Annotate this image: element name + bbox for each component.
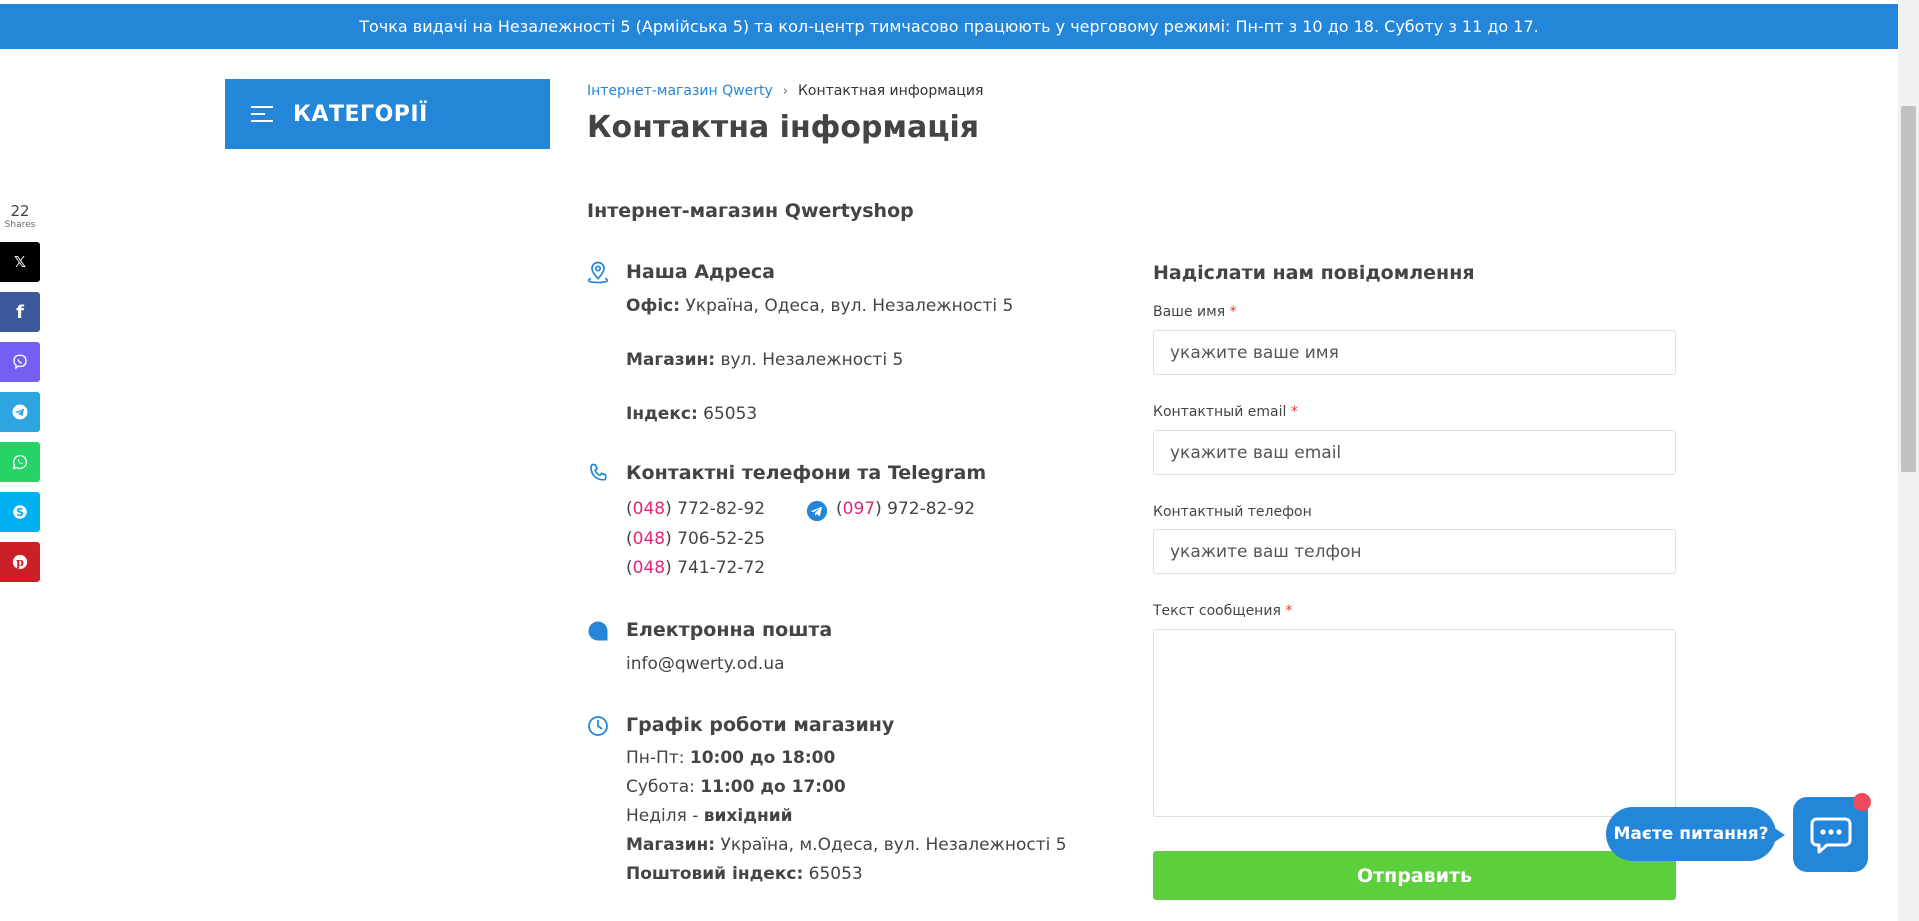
address-title: Наша Адреса [626,261,775,283]
phone-link-1[interactable]: (048) 772-82-92 [626,499,766,519]
breadcrumb-current: Контактная информация [797,83,984,99]
breadcrumb [587,83,983,99]
postal-value: 65053 [803,864,863,884]
categories-label: КАТЕГОРІЇ [293,101,428,127]
message-label: Текст сообщения * [1153,603,1293,619]
office-label: Офіс: [626,296,681,316]
office-value: Україна, Одеса, вул. Незалежності 5 [680,296,1014,316]
phones-title: Контактні телефони та Telegram [626,462,987,484]
store-name: Інтернет-магазин Qwertyshop [587,200,914,222]
schedule-shop-address [626,835,1067,855]
schedule-title: Графік роботи магазину [626,714,895,736]
whatsapp-icon [11,453,29,471]
schedule-weekdays [626,748,835,768]
share-pinterest-button[interactable] [0,542,40,582]
index-value: 65053 [697,404,758,424]
email-icon [586,619,610,643]
required-mark: * [1285,603,1293,619]
phone-code: 048 [632,558,666,578]
sunday-label: Неділя - [626,806,704,826]
shop-value: Україна, м.Одеса, вул. Незалежності 5 [715,835,1067,855]
scrollbar-thumb[interactable] [1901,106,1916,472]
phone-code: 048 [632,499,666,519]
email-input[interactable] [1153,430,1676,475]
name-input[interactable] [1153,330,1676,375]
share-x-button[interactable] [0,242,40,282]
skype-icon [11,503,29,521]
phone-link-3[interactable]: (048) 741-72-72 [626,558,766,578]
required-mark: * [1229,304,1237,320]
phone-number: 706-52-25 [671,529,766,549]
schedule-saturday [626,777,846,797]
map-pin-icon [586,260,610,284]
breadcrumb-home-link[interactable]: Інтернет-магазин Qwerty [587,83,773,99]
schedule-postal-index [626,864,863,884]
shop-value: вул. Незалежності 5 [715,350,904,370]
share-whatsapp-button[interactable] [0,442,40,482]
weekdays-label: Пн-Пт: [626,748,690,768]
form-title: Надіслати нам повідомлення [1153,262,1475,284]
telegram-phone-link[interactable]: (097) 972-82-92 [836,499,976,519]
share-telegram-button[interactable] [0,392,40,432]
saturday-hours: 11:00 до 17:00 [700,777,846,797]
schedule-sunday [626,806,793,826]
email-link[interactable]: info@qwerty.od.ua [626,654,785,674]
shop-label: Магазин: [626,350,716,370]
page-scrollbar[interactable] [1898,0,1919,921]
submit-button[interactable]: Отправить [1153,851,1676,900]
saturday-label: Субота: [626,777,701,797]
phone-code: 048 [632,529,666,549]
message-textarea[interactable] [1153,629,1676,817]
name-label: Ваше имя * [1153,304,1237,320]
share-facebook-button[interactable] [0,292,40,332]
announcement-bar [0,4,1898,49]
shop-address [626,350,903,370]
phone-label: Контактный телефон [1153,504,1312,520]
chat-prompt-text: Маєте питання? [1613,824,1769,844]
menu-icon [251,106,273,122]
svg-text:p: p [16,555,24,570]
phone-link-2[interactable]: (048) 706-52-25 [626,529,766,549]
phone-input[interactable] [1153,529,1676,574]
viber-icon [11,353,29,371]
chat-prompt-bubble[interactable] [1606,807,1776,861]
email-title: Електронна пошта [626,619,833,641]
clock-icon [586,714,610,738]
phone-code: 097 [842,499,876,519]
index-label: Індекс: [626,404,698,424]
chevron-right-icon: › [782,83,788,99]
facebook-icon: f [16,301,24,323]
share-count [0,202,40,230]
telegram-icon [806,500,828,522]
pinterest-icon [11,553,29,571]
phone-number: 741-72-72 [671,558,766,578]
share-count-number: 22 [10,202,30,220]
notification-dot [1853,793,1871,811]
phone-number: 772-82-92 [671,499,766,519]
telegram-icon [11,403,29,421]
share-skype-button[interactable] [0,492,40,532]
office-address [626,296,1013,316]
email-label: Контактный email * [1153,404,1298,420]
share-count-label: Shares [4,220,36,230]
shop-label: Магазин: [626,835,716,855]
categories-button[interactable] [225,79,550,149]
postal-label: Поштовий індекс: [626,864,804,884]
page-title: Контактна інформація [587,110,980,145]
phone-icon [586,461,610,485]
required-mark: * [1290,404,1298,420]
chat-icon [1809,815,1853,855]
phone-number: 972-82-92 [881,499,976,519]
weekdays-hours: 10:00 до 18:00 [689,748,836,768]
postal-index [626,404,757,424]
share-viber-button[interactable] [0,342,40,382]
sunday-status: вихідний [703,806,793,826]
announcement-text: Точка видачі на Незалежності 5 (Армійська 5) та кол-центр тимчасово працюють у черговому режимі: Пн-пт з 10 до 18. Суботу з 11 до 17. [359,17,1539,36]
x-icon: 𝕏 [13,253,27,271]
svg-text:S: S [16,506,24,519]
